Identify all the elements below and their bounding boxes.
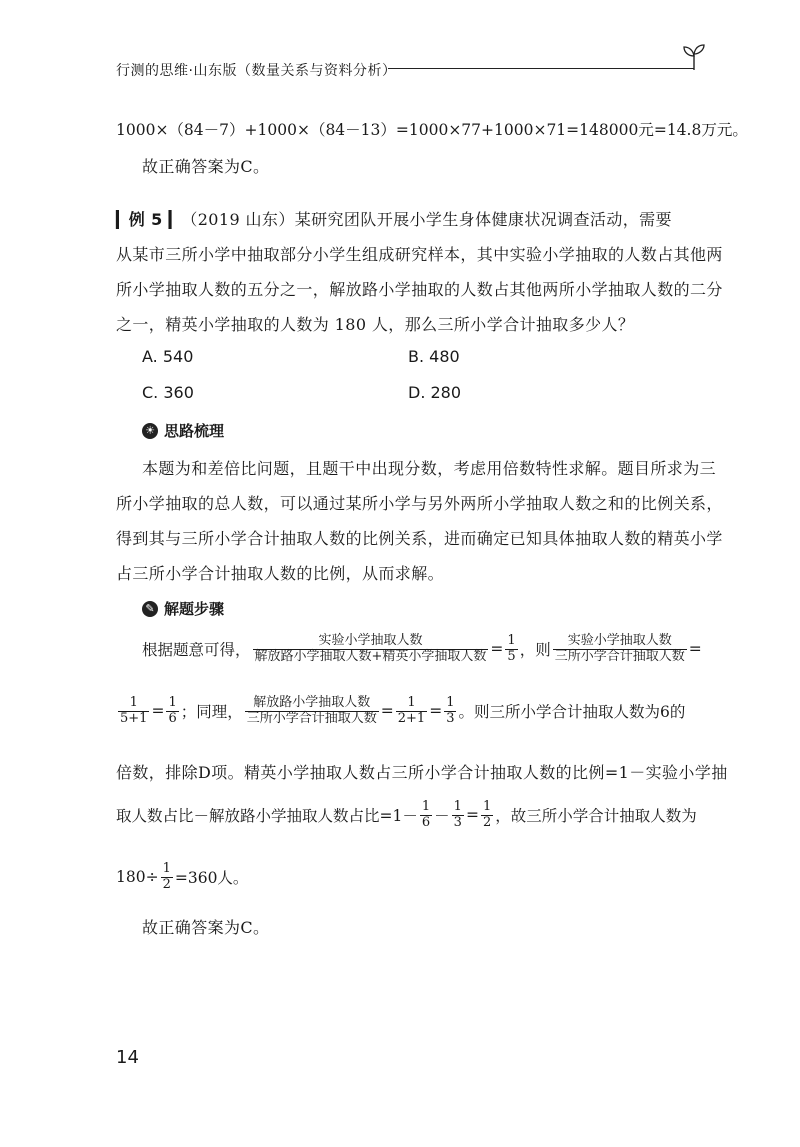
thinking-line-1: 本题为和差倍比问题，且题干中出现分数，考虑用倍数特性求解。题目所求为三 bbox=[142, 459, 717, 478]
fraction-numerator: 1 bbox=[421, 799, 431, 814]
fraction-denominator: 解放路小学抽取人数+精英小学抽取人数 bbox=[254, 648, 487, 664]
lightbulb-icon: ☀ bbox=[142, 423, 158, 439]
example-bracket-right: ▎ bbox=[162, 210, 182, 229]
fraction-denominator: 3 bbox=[446, 710, 455, 726]
answer-line-2: 故正确答案为C。 bbox=[142, 918, 270, 937]
equals-sign: = bbox=[151, 702, 165, 721]
fraction bbox=[481, 800, 493, 831]
steps-l2-mid: ；同理， bbox=[180, 703, 243, 722]
equals-sign: = bbox=[688, 640, 702, 659]
steps-line-2 bbox=[116, 696, 685, 727]
fraction bbox=[505, 634, 517, 665]
fraction-denominator: 6 bbox=[421, 814, 431, 830]
answer-line-1: 故正确答案为C。 bbox=[142, 157, 270, 176]
option-b: B. 480 bbox=[408, 347, 460, 366]
fraction-numerator: 1 bbox=[168, 695, 177, 710]
fraction bbox=[444, 696, 456, 727]
example-source: （2019 山东） bbox=[181, 210, 295, 229]
option-d: D. 280 bbox=[408, 383, 462, 402]
steps-line-3: 倍数，排除D项。精英小学抽取人数占三所小学合计抽取人数的比例=1－实验小学抽 bbox=[116, 763, 728, 782]
example-line-3: 所小学抽取人数的五分之一，解放路小学抽取的人数占其他两所小学抽取人数的二分 bbox=[116, 280, 723, 299]
fraction-numerator: 1 bbox=[482, 799, 492, 814]
option-c: C. 360 bbox=[142, 383, 194, 402]
fraction-numerator: 1 bbox=[407, 695, 416, 710]
fraction-numerator: 1 bbox=[453, 799, 462, 814]
steps-l1-prefix: 根据题意可得， bbox=[142, 641, 251, 660]
equals-sign: = bbox=[429, 702, 443, 721]
page-number: 14 bbox=[116, 1047, 139, 1068]
example-first-line bbox=[116, 207, 672, 230]
equals-sign: = bbox=[465, 806, 479, 825]
pencil-icon: ✎ bbox=[142, 601, 158, 617]
section-thinking-heading bbox=[142, 420, 224, 441]
example-bracket-left: ▎ bbox=[116, 210, 129, 229]
fraction-numerator: 1 bbox=[446, 695, 455, 710]
fraction bbox=[396, 696, 427, 727]
steps-l4-end: ，故三所小学合计抽取人数为 bbox=[495, 807, 697, 826]
equals-sign: = bbox=[380, 702, 394, 721]
steps-line-5 bbox=[116, 862, 248, 893]
fraction bbox=[553, 634, 687, 665]
equals-sign: = bbox=[490, 640, 504, 659]
fraction-denominator: 三所小学合计抽取人数 bbox=[246, 710, 377, 726]
thinking-line-2: 所小学抽取的总人数，可以通过某所小学与另外两所小学抽取人数之和的比例关系， bbox=[116, 494, 723, 513]
fraction-denominator: 2 bbox=[162, 876, 171, 892]
fraction-numerator: 1 bbox=[507, 633, 516, 648]
steps-l2-end: 。则三所小学合计抽取人数为6的 bbox=[458, 703, 686, 722]
steps-l4-prefix: 取人数占比－解放路小学抽取人数占比=1－ bbox=[116, 807, 418, 826]
fraction-numerator: 1 bbox=[129, 695, 138, 710]
fraction-denominator: 2 bbox=[482, 814, 492, 830]
fraction-denominator: 5 bbox=[507, 648, 516, 664]
fraction-numerator: 1 bbox=[162, 861, 171, 876]
fraction-numerator: 实验小学抽取人数 bbox=[318, 633, 423, 648]
section-thinking-title: 思路梳理 bbox=[164, 422, 225, 440]
thinking-line-3: 得到其与三所小学合计抽取人数的比例关系，进而确定已知具体抽取人数的精英小学 bbox=[116, 529, 723, 548]
option-a: A. 540 bbox=[142, 347, 194, 366]
fraction bbox=[245, 696, 379, 727]
fraction-numerator: 实验小学抽取人数 bbox=[567, 633, 672, 648]
calculation-line: 1000×（84－7）+1000×（84－13）=1000×77+1000×71=148000元=14.8万元。 bbox=[116, 121, 748, 139]
fraction-denominator: 2+1 bbox=[397, 710, 426, 726]
example-line-2: 从某市三所小学中抽取部分小学生组成研究样本，其中实验小学抽取的人数占其他两 bbox=[116, 245, 723, 264]
fraction-numerator: 解放路小学抽取人数 bbox=[253, 695, 371, 710]
fraction bbox=[452, 800, 464, 831]
steps-line-4 bbox=[116, 800, 697, 831]
sprout-icon bbox=[680, 42, 708, 72]
steps-line-1 bbox=[142, 634, 702, 665]
header-rule bbox=[388, 68, 694, 69]
example-line-1: 某研究团队开展小学生身体健康状况调查活动，需要 bbox=[294, 210, 672, 229]
fraction-denominator: 三所小学合计抽取人数 bbox=[554, 648, 685, 664]
section-steps-heading bbox=[142, 598, 224, 619]
steps-l1-then: ，则 bbox=[519, 641, 551, 660]
minus-sign: － bbox=[434, 807, 450, 826]
section-steps-title: 解题步骤 bbox=[164, 600, 225, 618]
fraction bbox=[253, 634, 489, 665]
fraction-denominator: 3 bbox=[453, 814, 462, 830]
fraction bbox=[420, 800, 432, 831]
example-tag: 例 5 bbox=[128, 210, 163, 229]
fraction bbox=[118, 696, 149, 727]
thinking-line-4: 占三所小学合计抽取人数的比例，从而求解。 bbox=[116, 564, 445, 583]
fraction bbox=[161, 862, 173, 893]
steps-l5-prefix: 180÷ bbox=[116, 868, 159, 887]
example-line-4: 之一，精英小学抽取的人数为 180 人，那么三所小学合计抽取多少人？ bbox=[116, 315, 635, 334]
steps-l5-end: =360人。 bbox=[174, 869, 249, 888]
fraction-denominator: 6 bbox=[168, 710, 177, 726]
running-header-title: 行测的思维·山东版（数量关系与资料分析） bbox=[116, 63, 397, 79]
fraction bbox=[166, 696, 178, 727]
fraction-denominator: 5+1 bbox=[120, 710, 148, 726]
